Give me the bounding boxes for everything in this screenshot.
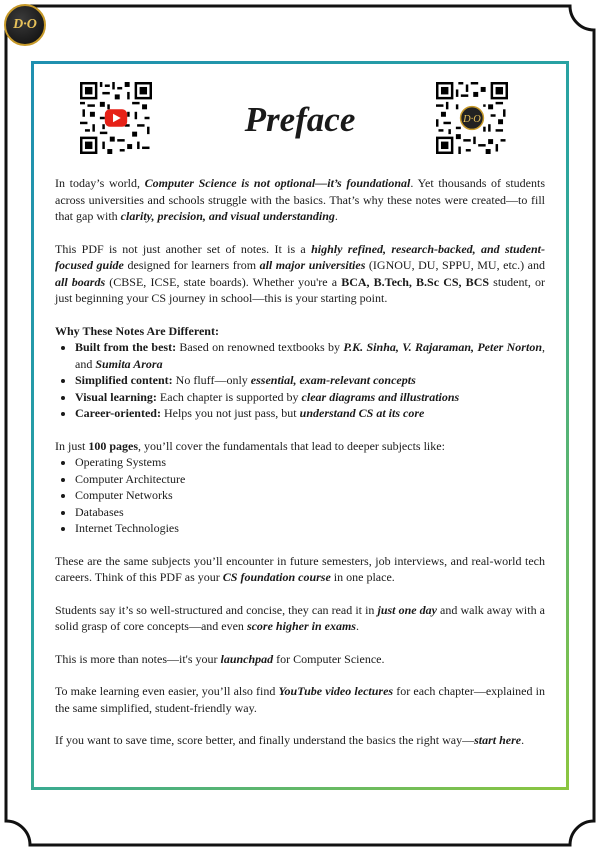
brand-qr-code-icon[interactable] bbox=[436, 82, 508, 154]
audience-paragraph bbox=[55, 241, 545, 307]
item-label: Simplified content: bbox=[75, 373, 173, 387]
page-title: Preface bbox=[244, 100, 356, 139]
preface-body bbox=[55, 175, 545, 749]
text-run: . bbox=[521, 733, 525, 747]
video-paragraph bbox=[55, 683, 545, 716]
text-run: for Computer Science. bbox=[273, 651, 385, 666]
text-run: These are the same subjects you’ll encounter in future semesters, job interviews, and real-world tech careers. Think of this PDF as your bbox=[55, 553, 545, 584]
emphasis: CS foundation course bbox=[222, 570, 331, 584]
emphasis: understand CS at its core bbox=[299, 406, 425, 420]
text-run: . bbox=[355, 619, 359, 633]
list-item: • Internet Technologies bbox=[75, 520, 545, 537]
text-run: Based on renowned textbooks by bbox=[176, 340, 344, 354]
text-run: Helps you not just pass, but bbox=[160, 406, 300, 420]
text-run: . Yet thousands of students across universities and schools struggle with the basics. That’s why these notes were created—to fill that gap with bbox=[55, 176, 545, 223]
emphasis: launchpad bbox=[220, 651, 274, 666]
text-run: This is more than notes—it's your bbox=[55, 651, 221, 666]
item-label: Built from the best: bbox=[75, 340, 177, 354]
text-run: Each chapter is supported by bbox=[156, 389, 302, 404]
text-run: and walk away with a solid grasp of core concepts—and even bbox=[55, 602, 545, 633]
text-run: student, or just beginning your CS journey in school—this is your starting point. bbox=[55, 274, 545, 305]
text-run: for each chapter—explained in the same simplified, student-friendly way. bbox=[55, 684, 545, 715]
item-label: Career-oriented: bbox=[75, 406, 161, 420]
list-item: • Computer Networks bbox=[75, 487, 545, 504]
emphasis: clear diagrams and illustrations bbox=[301, 389, 460, 404]
text-run: This PDF is not just another set of notes. It is a bbox=[55, 241, 312, 256]
emphasis: Sumita Arora bbox=[95, 356, 163, 371]
text-run: (IGNOU, DU, SPPU, MU, etc.) and bbox=[365, 258, 545, 272]
list-item bbox=[75, 405, 545, 422]
launchpad-paragraph bbox=[55, 651, 545, 668]
emphasis: all boards bbox=[55, 274, 106, 289]
subjects-intro bbox=[55, 438, 545, 455]
emphasis: score higher in exams bbox=[246, 619, 356, 633]
list-item: • Databases bbox=[75, 504, 545, 521]
list-item bbox=[75, 389, 545, 406]
item-label: Visual learning: bbox=[75, 389, 157, 404]
text-run: If you want to save time, score better, and finally understand the basics the right way— bbox=[55, 733, 475, 747]
emphasis: highly refined, research-backed, and student-focused guide bbox=[55, 241, 545, 272]
text-run: in one place. bbox=[330, 570, 395, 584]
emphasis: YouTube video lectures bbox=[278, 684, 394, 698]
list-item bbox=[75, 339, 545, 372]
text-run: In today’s world, bbox=[55, 176, 145, 190]
emphasis: Computer Science is not optional—it’s foundational bbox=[144, 176, 411, 190]
career-paragraph bbox=[55, 553, 545, 586]
brand-monogram-icon: D·O bbox=[13, 17, 37, 32]
text-run: (CBSE, ICSE, state boards). Whether you're a bbox=[105, 274, 342, 289]
emphasis: essential, exam-relevant concepts bbox=[250, 373, 416, 387]
emphasis: 100 pages bbox=[88, 438, 139, 453]
emphasis: start here bbox=[474, 733, 522, 747]
list-item bbox=[75, 372, 545, 389]
text-run: designed for learners from bbox=[123, 258, 260, 272]
svg-text:D·O: D·O bbox=[463, 114, 481, 126]
text-run: , and bbox=[75, 340, 545, 371]
text-run: , you’ll cover the fundamentals that lead to deeper subjects like: bbox=[138, 438, 445, 453]
text-run: . bbox=[334, 209, 338, 223]
emphasis: clarity, precision, and visual understanding bbox=[120, 209, 335, 223]
testimonial-paragraph bbox=[55, 602, 545, 635]
emphasis: just one day bbox=[377, 602, 437, 617]
emphasis: all major universities bbox=[259, 258, 366, 272]
intro-paragraph bbox=[55, 175, 545, 225]
text-run: No fluff—only bbox=[172, 373, 251, 387]
emphasis: BCA, B.Tech, B.Sc CS, BCS bbox=[341, 274, 490, 289]
text-run: Students say it’s so well-structured and concise, they can read it in bbox=[55, 602, 378, 617]
why-list bbox=[55, 339, 545, 422]
brand-logo bbox=[4, 4, 46, 46]
why-heading: Why These Notes Are Different: bbox=[55, 323, 219, 338]
list-item: • Computer Architecture bbox=[75, 471, 545, 488]
subjects-list bbox=[55, 454, 545, 537]
text-run: In just bbox=[55, 438, 89, 453]
text-run: To make learning even easier, you’ll also find bbox=[55, 684, 279, 698]
closing-paragraph bbox=[55, 732, 545, 749]
youtube-qr-code-icon[interactable] bbox=[80, 82, 152, 154]
list-item: • Operating Systems bbox=[75, 454, 545, 471]
emphasis: P.K. Sinha, V. Rajaraman, Peter Norton bbox=[343, 340, 542, 354]
